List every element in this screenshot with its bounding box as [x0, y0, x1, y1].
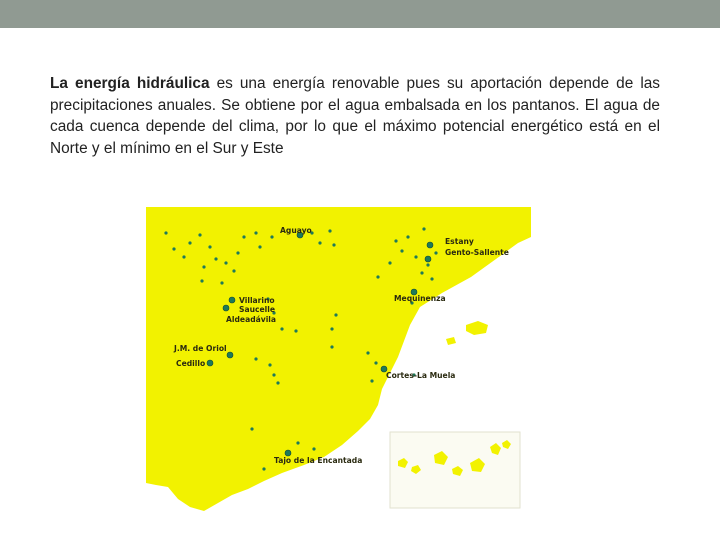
dam-saucelle — [223, 305, 229, 311]
dam-estany — [427, 242, 433, 248]
label-jm-oriol: J.M. de Oriol — [174, 344, 227, 353]
label-tajo: Tajo de la Encantada — [274, 456, 363, 465]
dam-jm-oriol — [227, 352, 233, 358]
label-gento: Gento-Sallente — [445, 248, 509, 257]
label-estany: Estany — [445, 237, 474, 246]
map-svg — [146, 207, 532, 515]
label-cedillo: Cedillo — [176, 359, 206, 368]
label-aguayo: Aguayo — [280, 226, 312, 235]
paragraph-text: es una energía renovable pues su aportación depende de las precipitaciones anuales. Se obtiene por el agua embalsada en los pantanos. El agua de cada cuenca depende del clima, por lo que el máximo potencial energético está en el Norte y el mínimo en el Sur y Este — [50, 75, 660, 157]
paragraph-bold-lead: La energía hidráulica — [50, 75, 210, 92]
label-saucelle: Saucelle — [239, 305, 276, 314]
header-bar — [0, 0, 720, 28]
dam-villarino — [229, 297, 235, 303]
label-villarino: Villarino — [239, 296, 275, 305]
dam-gento — [425, 256, 431, 262]
hydro-map — [146, 207, 532, 515]
body-paragraph — [50, 73, 660, 159]
label-cortes: Cortes-La Muela — [386, 371, 456, 380]
label-aldeadavila: Aldeadávila — [226, 315, 277, 324]
label-mequinenza: Mequinenza — [394, 294, 446, 303]
dam-cedillo — [207, 360, 213, 366]
